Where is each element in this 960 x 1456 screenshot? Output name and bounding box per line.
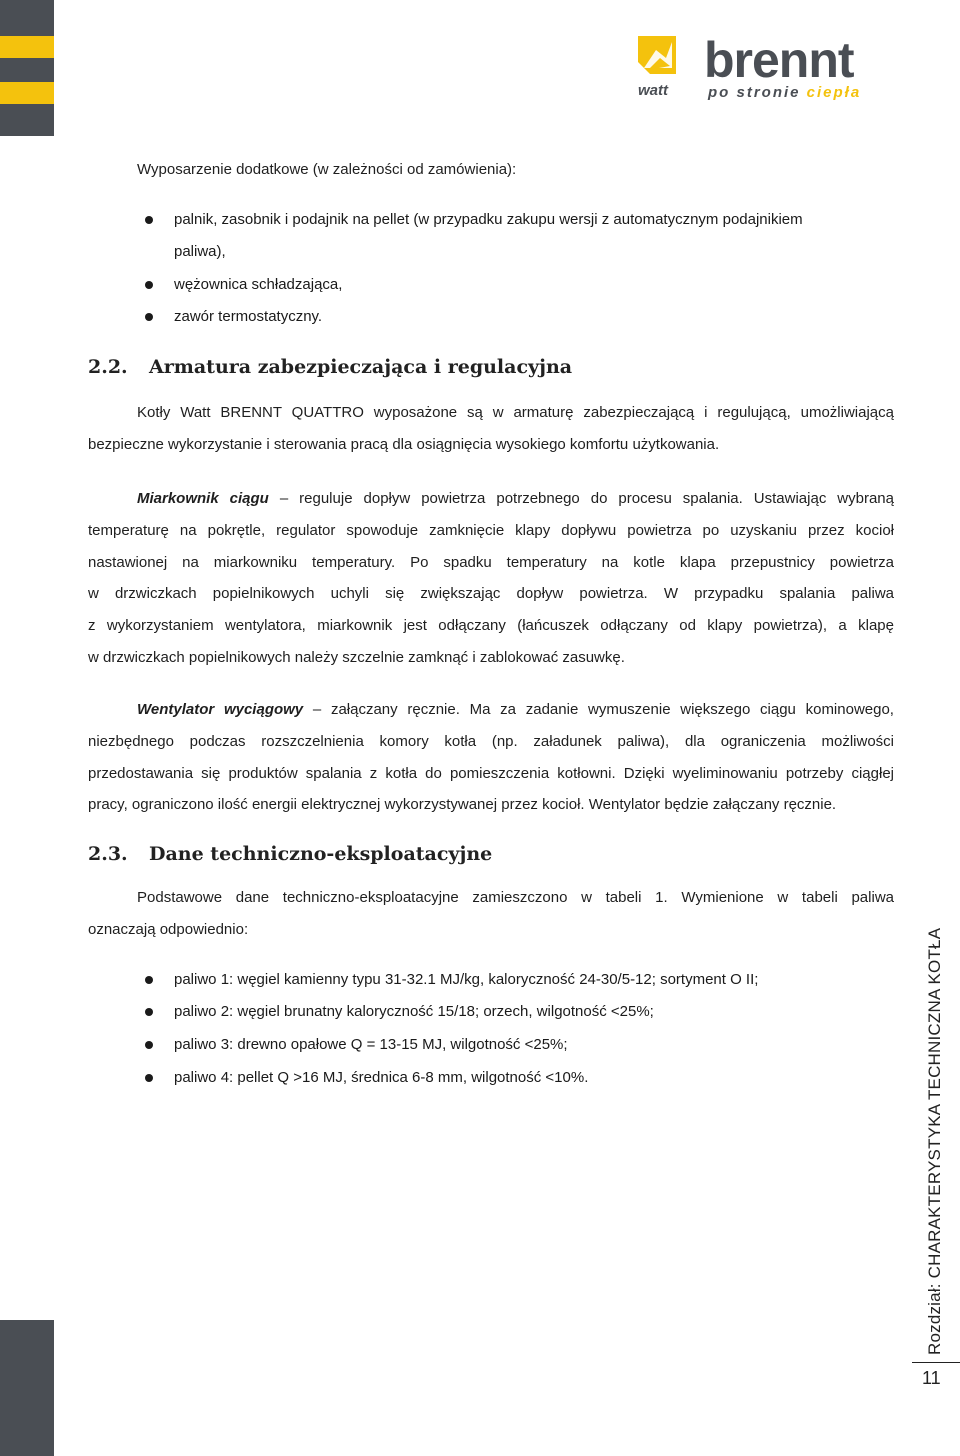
section-number: 2.2. bbox=[88, 356, 128, 378]
paragraph-line: pracy, ograniczono ilość energii elektrycznej wykorzystywanej przez kocioł. Wentylator będzie załączany ręcznie. bbox=[88, 796, 837, 814]
section-title: Dane techniczno-eksploatacyjne bbox=[149, 843, 493, 865]
bullet-icon bbox=[145, 1074, 153, 1082]
paragraph-line: niezbędnego podczas rozszczelnienia komory kotła (np. załadunek paliwa), dla ograniczenia możliwości bbox=[88, 732, 894, 750]
section-title: Armatura zabezpieczająca i regulacyjna bbox=[149, 356, 573, 378]
paragraph-wentylator bbox=[88, 694, 894, 821]
fuel-item: paliwo 2: węgiel brunatny kaloryczność 15/18; orzech, wilgotność <25%; bbox=[174, 1003, 654, 1020]
bullet-icon bbox=[145, 313, 153, 321]
page-number: 11 bbox=[922, 1368, 941, 1388]
paragraph-line: przedostawania się produktów spalania z kotła do pomieszczenia kotłowni. Dzięki wyeliminowaniu potrzeby ciągłej bbox=[88, 764, 894, 782]
chapter-title: CHARAKTERYSTYKA TECHNICZNA KOTŁA bbox=[925, 927, 944, 1279]
chapter-label bbox=[925, 928, 945, 1355]
bullet-icon bbox=[145, 281, 153, 289]
bullet-icon bbox=[145, 1008, 153, 1016]
bottom-left-band bbox=[0, 1320, 54, 1456]
top-left-band bbox=[0, 0, 54, 136]
paragraph-line: Podstawowe dane techniczno-eksploatacyjne zamieszczono w tabeli 1. Wymienione w tabeli paliwa bbox=[137, 889, 894, 906]
section-heading-2-2 bbox=[88, 356, 572, 378]
equipment-intro: Wyposarzenie dodatkowe (w zależności od zamówienia): bbox=[137, 161, 517, 178]
paragraph-line: w drzwiczkach popielnikowych uchyli się zwiększając dopływ powietrza. W przypadku spalania paliwa bbox=[88, 585, 894, 603]
paragraph-line: nastawionej na miarkowniku temperatury. Po spadku temperatury na kotle klapa przepustnicy powietrza bbox=[88, 553, 894, 571]
fuel-item: paliwo 3: drewno opałowe Q = 13-15 MJ, wilgotność <25%; bbox=[174, 1036, 568, 1053]
paragraph-line bbox=[88, 483, 894, 515]
footer-divider bbox=[912, 1362, 960, 1363]
logo-name-text: brennt bbox=[704, 32, 854, 88]
paragraph-miarkownik bbox=[88, 483, 894, 674]
term-wentylator: Wentylator wyciągowy bbox=[137, 701, 304, 718]
equipment-item: zawór termostatyczny. bbox=[174, 308, 323, 325]
section-heading-2-3 bbox=[88, 843, 492, 865]
band-stripe bbox=[0, 36, 54, 58]
brennt-logo bbox=[632, 28, 922, 108]
section-number: 2.3. bbox=[88, 843, 128, 865]
paragraph-armatura bbox=[88, 397, 894, 461]
equipment-item: wężownica schładzająca, bbox=[174, 276, 343, 293]
paragraph-line: bezpieczne wykorzystanie i sterowania pracą dla osiągnięcia wysokiego komfortu użytkowania. bbox=[88, 435, 720, 453]
term-miarkownik: Miarkownik ciągu bbox=[137, 490, 269, 507]
equipment-item-continuation: paliwa), bbox=[174, 243, 226, 260]
paragraph-text: – reguluje dopływ powietrza potrzebnego do procesu spalania. Ustawiając wybraną bbox=[268, 490, 894, 507]
band-stripe bbox=[0, 82, 54, 104]
paragraph-dane bbox=[88, 882, 894, 946]
fuel-item: paliwo 1: węgiel kamienny typu 31-32.1 MJ/kg, kaloryczność 24-30/5-12; sortyment O II; bbox=[174, 971, 759, 988]
paragraph-line: temperaturę na pokrętle, regulator spowoduje zamknięcie klapy dopływu powietrza po uzyskaniu przez kocioł bbox=[88, 521, 894, 539]
logo-tagline: po stronie ciepła bbox=[708, 84, 862, 101]
paragraph-line: Kotły Watt BRENNT QUATTRO wyposażone są w armaturę zabezpieczającą i regulującą, umożliwiającą bbox=[137, 404, 894, 421]
paragraph-text: – załączany ręcznie. Ma za zadanie wymuszenie większego ciągu kominowego, bbox=[303, 701, 894, 718]
paragraph-line: w drzwiczkach popielnikowych należy szczelnie zamknąć i zablokować zasuwkę. bbox=[88, 648, 625, 666]
paragraph-line bbox=[88, 694, 894, 726]
bullet-icon bbox=[145, 1041, 153, 1049]
chapter-prefix: Rozdział: bbox=[925, 1283, 944, 1355]
paragraph-line: z wykorzystaniem wentylatora, miarkownik jest odłączany (łańcuszek odłączany od klapy powietrza), a klapę bbox=[88, 617, 894, 635]
bullet-icon bbox=[145, 216, 153, 224]
paragraph-line: oznaczają odpowiednio: bbox=[88, 920, 249, 938]
flame-logo-icon bbox=[638, 36, 676, 74]
equipment-item: palnik, zasobnik i podajnik na pellet (w przypadku zakupu wersji z automatycznym podajnikiem bbox=[174, 211, 803, 228]
logo-sub-text: watt bbox=[638, 82, 668, 99]
bullet-icon bbox=[145, 976, 153, 984]
fuel-item: paliwo 4: pellet Q >16 MJ, średnica 6-8 mm, wilgotność <10%. bbox=[174, 1069, 589, 1086]
